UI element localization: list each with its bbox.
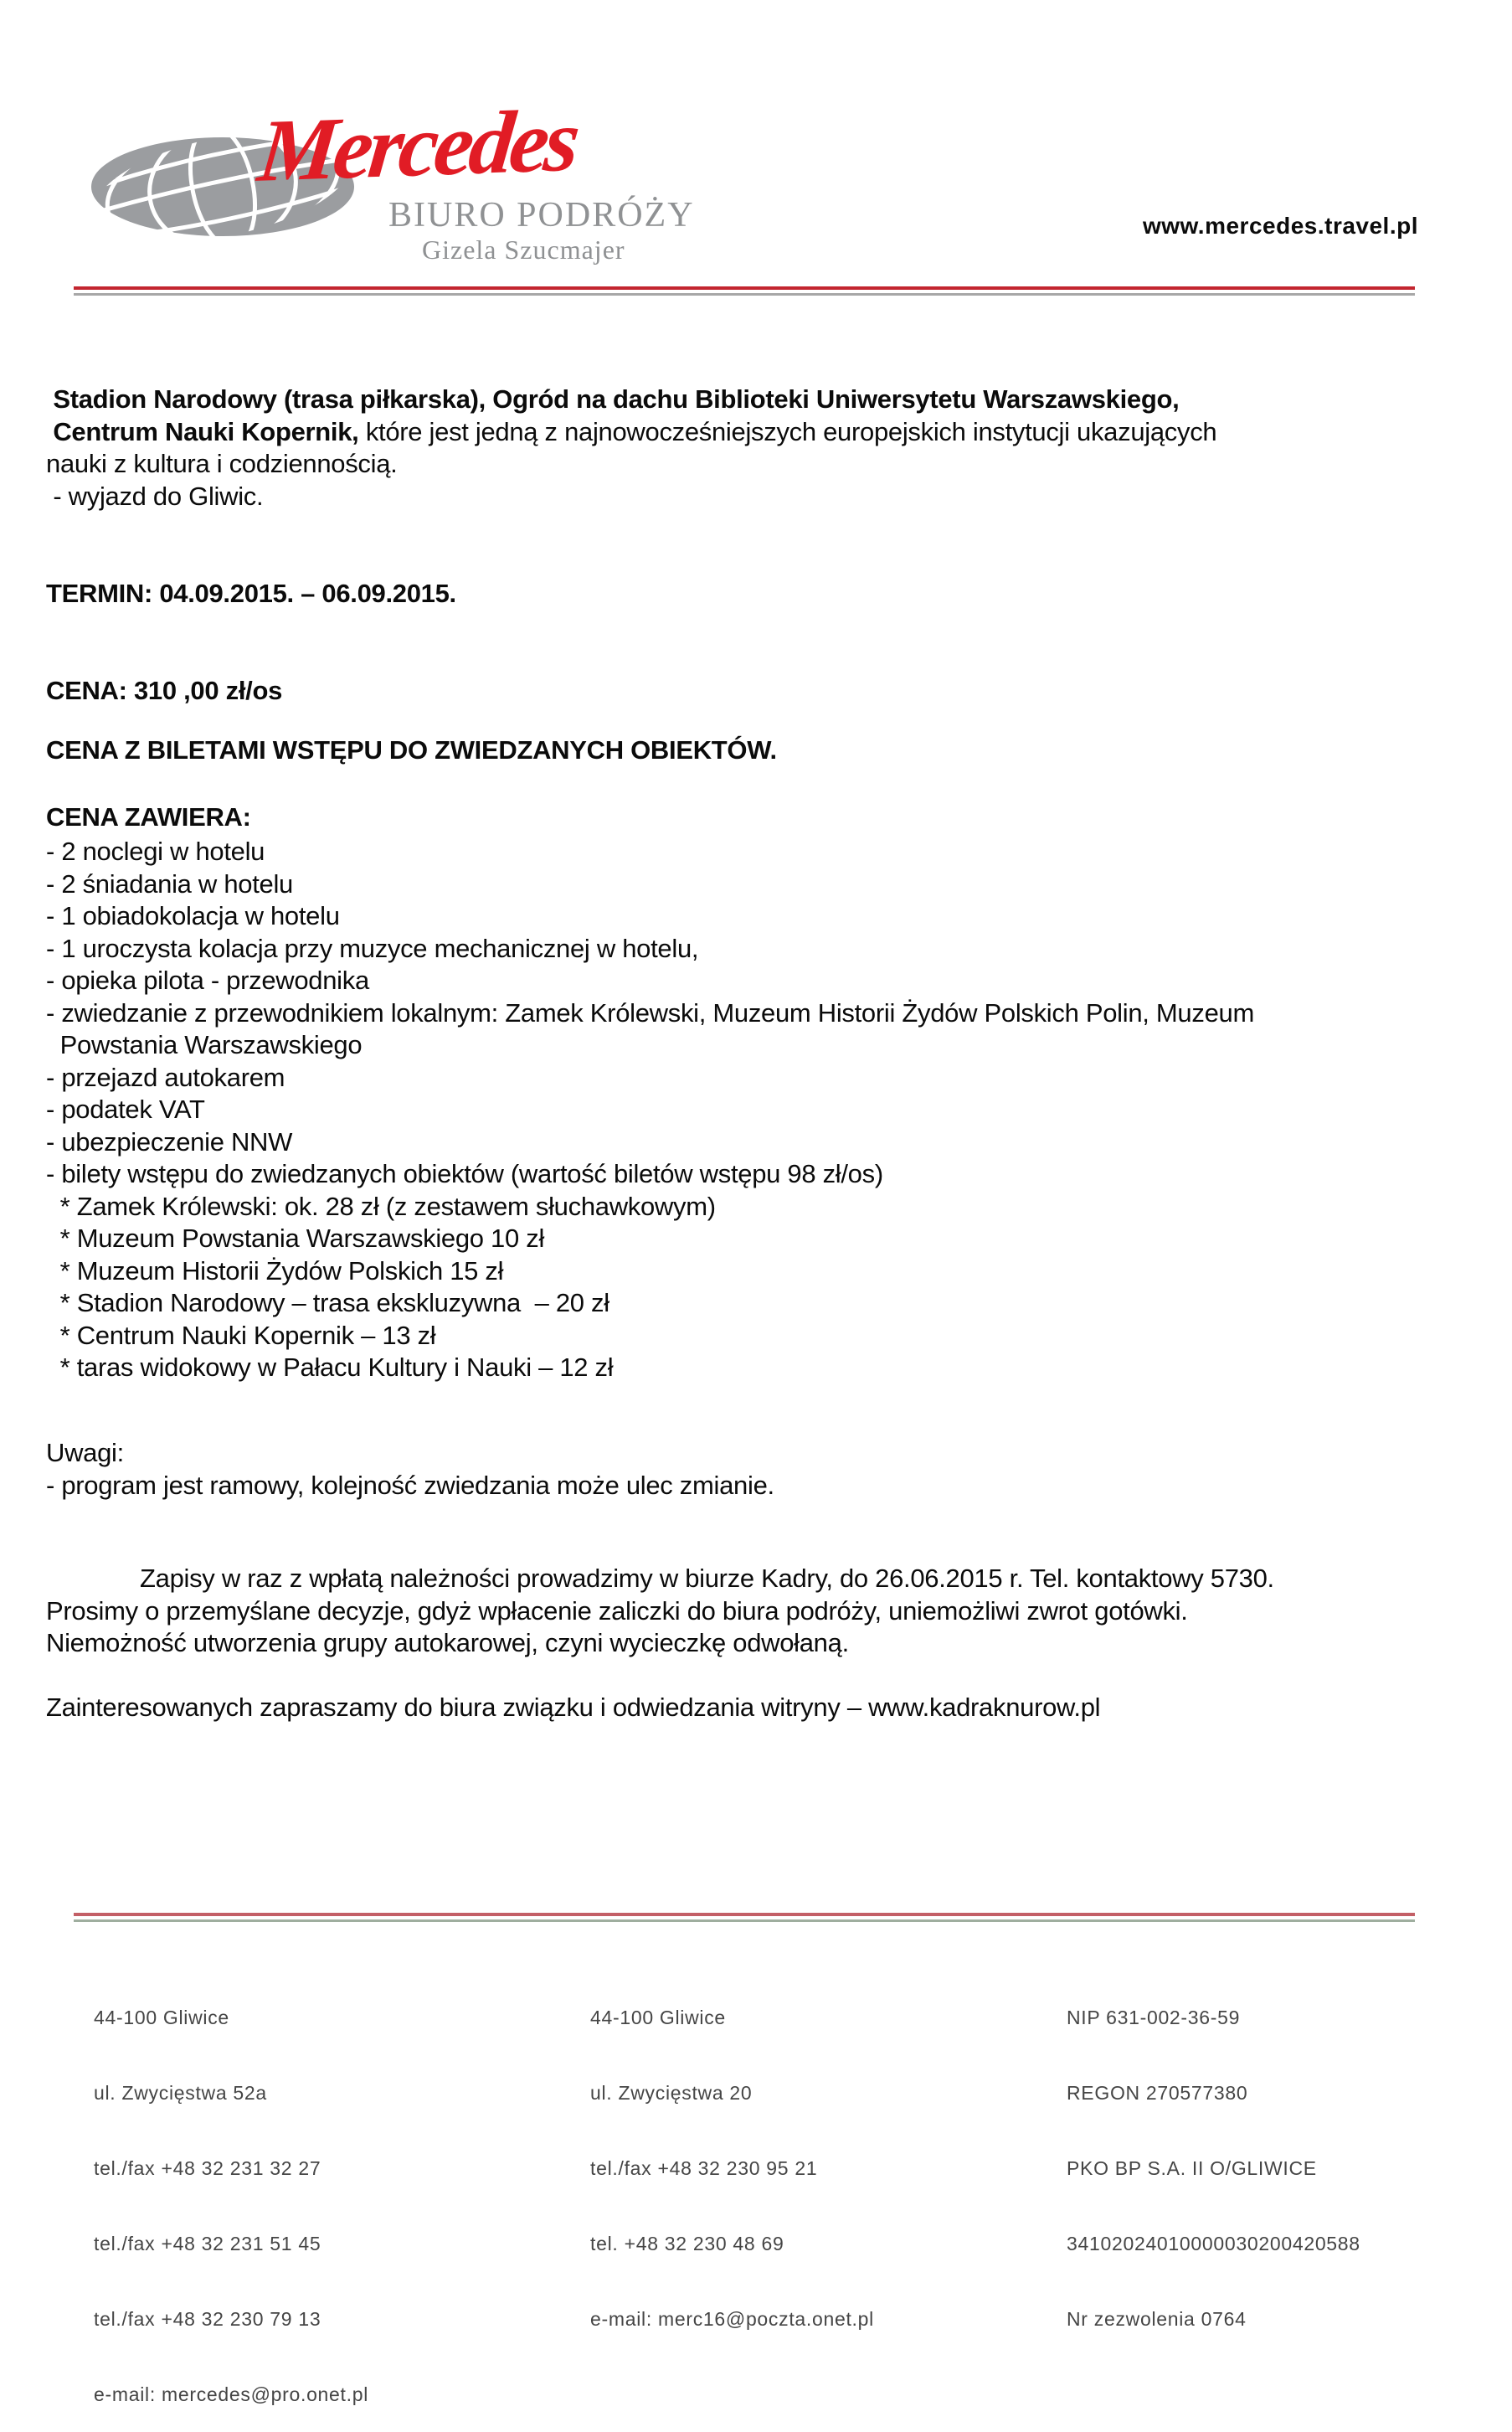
footer-line: tel./fax +48 32 231 32 27 — [94, 2157, 321, 2179]
list-item: * Zamek Królewski: ok. 28 zł (z zestawem słuchawkowym) — [46, 1191, 716, 1221]
footer-divider — [74, 1913, 1415, 1922]
price-includes-tickets-note: CENA Z BILETAMI WSTĘPU DO ZWIEDZANYCH OBIEKTÓW. — [46, 735, 777, 765]
intro-line: - wyjazd do Gliwic. — [46, 481, 264, 511]
intro-line — [46, 416, 1216, 449]
price-includes-list — [46, 836, 1254, 1384]
list-item: - 1 obiadokolacja w hotelu — [46, 901, 340, 930]
trip-price: CENA: 310 ,00 zł/os — [46, 676, 283, 705]
footer-column-company-ids — [1067, 1955, 1360, 2357]
website-url: www.mercedes.travel.pl — [1143, 213, 1418, 239]
list-item: * Centrum Nauki Kopernik – 13 zł — [46, 1320, 436, 1350]
list-item: - zwiedzanie z przewodnikiem lokalnym: Zamek Królewski, Muzeum Historii Żydów Polskich Polin, Muzeum — [46, 997, 1254, 1028]
footer-line: tel./fax +48 32 230 79 13 — [94, 2308, 321, 2330]
brand-owner: Gizela Szucmajer — [422, 234, 625, 265]
brand-name: Mercedes — [254, 90, 581, 201]
list-item: * taras widokowy w Pałacu Kultury i Nauki – 12 zł — [46, 1353, 614, 1382]
list-item: - bilety wstępu do zwiedzanych obiektów (wartość biletów wstępu 98 zł/os) — [46, 1159, 883, 1188]
notes-heading: Uwagi: — [46, 1438, 124, 1467]
list-item: - ubezpieczenie NNW — [46, 1126, 293, 1157]
list-item: - 1 uroczysta kolacja przy muzyce mechanicznej w hotelu, — [46, 933, 699, 963]
intro-regular-fragment: które jest jedną z najnowocześniejszych europejskich instytucji ukazujących — [358, 416, 1217, 446]
footer-line: e-mail: merc16@poczta.onet.pl — [590, 2308, 874, 2330]
list-item: - opieka pilota - przewodnika — [46, 966, 369, 995]
list-item: * Muzeum Powstania Warszawskiego 10 zł — [46, 1224, 545, 1253]
price-includes-heading: CENA ZAWIERA: — [46, 802, 251, 832]
list-item: - 2 noclegi w hotelu — [46, 837, 265, 866]
list-item: Powstania Warszawskiego — [46, 1030, 363, 1059]
company-logo — [84, 90, 753, 270]
footer-line: 34102024010000030200420588 — [1067, 2233, 1360, 2254]
footer-line: e-mail: mercedes@pro.onet.pl — [94, 2383, 369, 2405]
enrolment-line: Zapisy w raz z wpłatą należności prowadzimy w biurze Kadry, do 26.06.2015 r. Tel. kontaktowy 5730. — [140, 1564, 1274, 1593]
list-item: * Stadion Narodowy – trasa ekskluzywna – 20 zł — [46, 1288, 609, 1317]
enrolment-line: Niemożność utworzenia grupy autokarowej, czyni wycieczkę odwołaną. — [46, 1628, 849, 1657]
footer-column-address-1 — [94, 1955, 368, 2432]
footer-line: 44-100 Gliwice — [590, 2007, 726, 2028]
trip-dates: TERMIN: 04.09.2015. – 06.09.2015. — [46, 579, 456, 608]
intro-line: nauki z kultura i codziennością. — [46, 449, 398, 478]
footer-line: Nr zezwolenia 0764 — [1067, 2308, 1247, 2330]
brand-subtitle: BIURO PODRÓŻY — [388, 196, 695, 234]
intro-line: Stadion Narodowy (trasa piłkarska), Ogród na dachu Biblioteki Uniwersytetu Warszawskiego, — [46, 384, 1180, 414]
footer-line: ul. Zwycięstwa 52a — [94, 2082, 267, 2104]
list-item: - przejazd autokarem — [46, 1062, 285, 1092]
footer-line: NIP 631-002-36-59 — [1067, 2007, 1241, 2028]
enrolment-line: Prosimy o przemyślane decyzje, gdyż wpłacenie zaliczki do biura podróży, uniemożliwi zwrot gotówki. — [46, 1595, 1188, 1626]
footer-line: ul. Zwycięstwa 20 — [590, 2082, 753, 2104]
notes-section — [46, 1437, 774, 1502]
header-divider — [74, 286, 1415, 296]
footer-column-address-2 — [590, 1955, 874, 2357]
enrolment-paragraph — [46, 1563, 1274, 1660]
list-item: - 2 śniadania w hotelu — [46, 868, 293, 899]
invitation-line: Zainteresowanych zapraszamy do biura związku i odwiedzania witryny – www.kadraknurow.pl — [46, 1693, 1101, 1722]
intro-bold-fragment: Centrum Nauki Kopernik, — [46, 416, 359, 446]
footer-line: tel./fax +48 32 231 51 45 — [94, 2233, 321, 2254]
intro-paragraph — [46, 384, 1216, 513]
footer-line: 44-100 Gliwice — [94, 2007, 229, 2028]
list-item: * Muzeum Historii Żydów Polskich 15 zł — [46, 1255, 504, 1286]
list-item: - podatek VAT — [46, 1095, 205, 1124]
footer-line: tel./fax +48 32 230 95 21 — [590, 2157, 818, 2179]
footer-line: PKO BP S.A. II O/GLIWICE — [1067, 2157, 1317, 2179]
footer-line: tel. +48 32 230 48 69 — [590, 2233, 784, 2254]
footer-line: REGON 270577380 — [1067, 2082, 1248, 2104]
notes-line: - program jest ramowy, kolejność zwiedzania może ulec zmianie. — [46, 1470, 774, 1500]
